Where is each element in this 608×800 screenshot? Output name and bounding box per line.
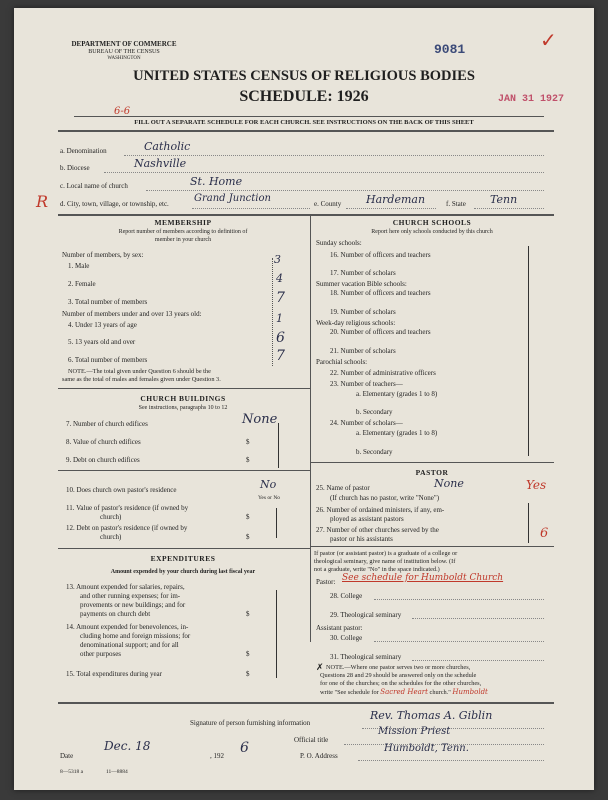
q24a-label: a. Elementary (grades 1 to 8): [356, 429, 438, 437]
pastor-note-2: Questions 28 and 29 should be answered only on the schedule: [320, 672, 477, 679]
q15-label: 15. Total expenditures during year: [66, 670, 162, 678]
q31-label: 31. Theological seminary: [330, 653, 402, 661]
q11-dollar: $: [246, 513, 250, 521]
q14-label-c: denominational support; and for all: [80, 641, 179, 649]
pastor-note-4-tail: Humboldt: [452, 688, 488, 696]
pastor-sub-label: Pastor:: [316, 578, 336, 586]
state-label: f. State: [446, 200, 466, 208]
q3-label: 3. Total number of members: [68, 298, 148, 306]
dept-label: DEPARTMENT OF COMMERCE: [71, 40, 177, 48]
form-code-2: 11—8884: [106, 769, 128, 775]
pastor-note-4-value: Sacred Heart: [380, 688, 428, 696]
q1-label: 1. Male: [68, 262, 90, 270]
instruction-line: FILL OUT A SEPARATE SCHEDULE FOR EACH CHURCH. SEE INSTRUCTIONS ON THE BACK OF THIS SHEET: [134, 119, 474, 126]
q11-label-a: 11. Value of pastor's residence (if owned by: [66, 504, 189, 512]
membership-title: MEMBERSHIP: [154, 218, 212, 227]
city-label: WASHINGTON: [107, 56, 141, 61]
form-number: 9081: [434, 42, 466, 57]
form-title: UNITED STATES CENSUS OF RELIGIOUS BODIES: [133, 68, 475, 84]
q20-label: 20. Number of officers and teachers: [330, 328, 431, 336]
q22-label: 22. Number of administrative officers: [330, 369, 436, 377]
q1-value: 3: [274, 253, 281, 266]
summer-label: Summer vacation Bible schools:: [316, 280, 407, 288]
schedule-title: SCHEDULE: 1926: [239, 88, 369, 105]
grad-note-2: theological seminary, give name of institution below. (If: [314, 558, 456, 565]
po-address-value: Humboldt, Tenn.: [384, 743, 469, 754]
q10-value: No: [260, 478, 277, 491]
q2-value: 4: [276, 272, 283, 285]
x-mark-icon: ✗: [316, 662, 324, 672]
diocese-value: Nashville: [134, 157, 187, 170]
q3-value: 7: [276, 290, 285, 306]
q21-label: 21. Number of scholars: [330, 347, 396, 355]
q11-label-b: church): [100, 513, 122, 521]
q9-dollar: $: [246, 456, 250, 464]
membership-note-a: NOTE.—The total given under Question 6 should be the: [68, 368, 211, 375]
age-head-label: Number of members under and over 13 years old:: [62, 310, 202, 318]
q4-label: 4. Under 13 years of age: [68, 321, 137, 329]
pastor-note-4: [320, 688, 488, 696]
po-address-label: P. O. Address: [300, 752, 338, 760]
q5-label: 5. 13 years old and over: [68, 338, 136, 346]
q7-label: 7. Number of church edifices: [66, 420, 148, 428]
city-value: Grand Junction: [194, 193, 271, 204]
church-name-label: c. Local name of church: [60, 182, 128, 190]
q13-label-d: payments on church debt: [80, 610, 151, 618]
q4-value: 1: [276, 312, 283, 325]
check-mark-icon: ✓: [540, 30, 557, 52]
date-year-digit: 6: [240, 740, 249, 756]
schools-sub: Report here only schools conducted by this church: [371, 229, 493, 235]
q25-label: 25. Name of pastor: [316, 484, 370, 492]
expenditures-title: EXPENDITURES: [150, 554, 216, 563]
pastor-sub-value: See schedule for Humboldt Church: [342, 573, 504, 583]
city-label-field: d. City, town, village, or township, etc.: [60, 200, 169, 208]
weekday-label: Week-day religious schools:: [316, 319, 396, 327]
q26-label-a: 26. Number of ordained ministers, if any, em-: [316, 506, 445, 514]
q26-label-b: ployed as assistant pastors: [330, 515, 404, 523]
assistant-label: Assistant pastor:: [316, 624, 363, 632]
grad-note-1: If pastor (or assistant pastor) is a graduate of a college or: [314, 550, 458, 557]
q13-label-c: provements or new buildings; and for: [80, 601, 186, 609]
q13-label-a: 13. Amount expended for salaries, repairs,: [66, 583, 185, 591]
q14-label-a: 14. Amount expended for benevolences, in-: [66, 623, 189, 631]
buildings-sub: See instructions, paragraphs 10 to 12: [138, 405, 228, 411]
signature-value: Rev. Thomas A. Giblin: [370, 709, 493, 722]
census-form: [14, 8, 594, 790]
form-code: 8—5318 a: [60, 769, 84, 775]
county-label: e. County: [314, 200, 342, 208]
county-value: Hardeman: [366, 193, 426, 206]
q23-label: 23. Number of teachers—: [330, 380, 403, 388]
pastor-title: PASTOR: [415, 468, 449, 477]
q23a-label: a. Elementary (grades 1 to 8): [356, 390, 438, 398]
yes-no-hint: Yes or No: [258, 495, 281, 501]
denomination-label: a. Denomination: [60, 147, 107, 155]
q12-label-a: 12. Debt on pastor's residence (if owned by: [66, 524, 188, 532]
official-title-label: Official title: [294, 736, 329, 744]
q14-label-b: cluding home and foreign missions; for: [80, 632, 191, 640]
q10-label: 10. Does church own pastor's residence: [66, 486, 177, 494]
q13-dollar: $: [246, 610, 250, 618]
q12-dollar: $: [246, 533, 250, 541]
q2-label: 2. Female: [68, 280, 96, 288]
buildings-title: CHURCH BUILDINGS: [140, 394, 226, 403]
q28-label: 28. College: [330, 592, 363, 600]
q9-label: 9. Debt on church edifices: [66, 456, 140, 464]
q30-label: 30. College: [330, 634, 363, 642]
handwritten-code: 6-6: [114, 106, 131, 117]
pastor-note-4-text: write "See schedule for: [320, 689, 379, 696]
pastor-side-note: Yes: [526, 478, 547, 492]
q19-label: 19. Number of scholars: [330, 308, 396, 316]
q17-label: 17. Number of scholars: [330, 269, 396, 277]
church-name-value: St. Home: [190, 175, 243, 188]
q14-label-d: other purposes: [80, 650, 122, 658]
q24-label: 24. Number of scholars—: [330, 419, 403, 427]
bureau-label: BUREAU OF THE CENSUS: [88, 49, 160, 55]
q27-label-b: pastor or his assistants: [330, 535, 393, 543]
q8-dollar: $: [246, 438, 250, 446]
margin-mark: R: [36, 192, 49, 211]
q16-label: 16. Number of officers and teachers: [330, 251, 431, 259]
q8-label: 8. Value of church edifices: [66, 438, 141, 446]
q25-note: (If church has no pastor, write "None"): [330, 494, 440, 502]
schools-title: CHURCH SCHOOLS: [392, 218, 472, 227]
signature-label: Signature of person furnishing information: [190, 719, 311, 727]
membership-note1: Report number of members according to definition of: [118, 229, 248, 235]
q24b-label: b. Secondary: [356, 448, 393, 456]
date-label: Date: [60, 752, 74, 760]
membership-note-b: same as the total of males and females given under Question 3.: [62, 376, 221, 383]
date-year-prefix: , 192: [210, 752, 224, 760]
expenditures-sub: Amount expended by your church during last fiscal year: [110, 569, 256, 575]
sunday-label: Sunday schools:: [316, 239, 362, 247]
membership-note2: member in your church: [154, 237, 212, 243]
state-value: Tenn: [490, 193, 518, 206]
grad-note-3: not a graduate, write "No" in the space indicated.): [314, 566, 440, 573]
q25-value: None: [434, 477, 464, 490]
pastor-note-3: for one of the churches; on the schedules for the other churches,: [320, 680, 482, 687]
received-stamp: JAN 31 1927: [498, 94, 565, 105]
denomination-value: Catholic: [144, 140, 191, 153]
by-sex-label: Number of members, by sex:: [62, 251, 144, 259]
diocese-label: b. Diocese: [60, 164, 90, 172]
q27-label-a: 27. Number of other churches served by the: [316, 526, 439, 534]
q27-value: 6: [540, 526, 549, 541]
q18-label: 18. Number of officers and teachers: [330, 289, 431, 297]
pastor-note-4-end: church.": [429, 689, 451, 696]
q29-label: 29. Theological seminary: [330, 611, 402, 619]
pastor-note-1: NOTE.—Where one pastor serves two or more churches,: [326, 664, 471, 671]
q15-dollar: $: [246, 670, 250, 678]
q5-value: 6: [276, 330, 285, 346]
q7-value: None: [242, 412, 278, 427]
q14-dollar: $: [246, 650, 250, 658]
parochial-label: Parochial schools:: [316, 358, 368, 366]
q23b-label: b. Secondary: [356, 408, 393, 416]
date-value: Dec. 18: [104, 739, 151, 753]
q6-value: 7: [276, 348, 285, 364]
official-title-value: Mission Priest: [378, 726, 451, 737]
q13-label-b: and other running expenses; for im-: [80, 592, 181, 600]
q12-label-b: church): [100, 533, 122, 541]
q6-label: 6. Total number of members: [68, 356, 148, 364]
